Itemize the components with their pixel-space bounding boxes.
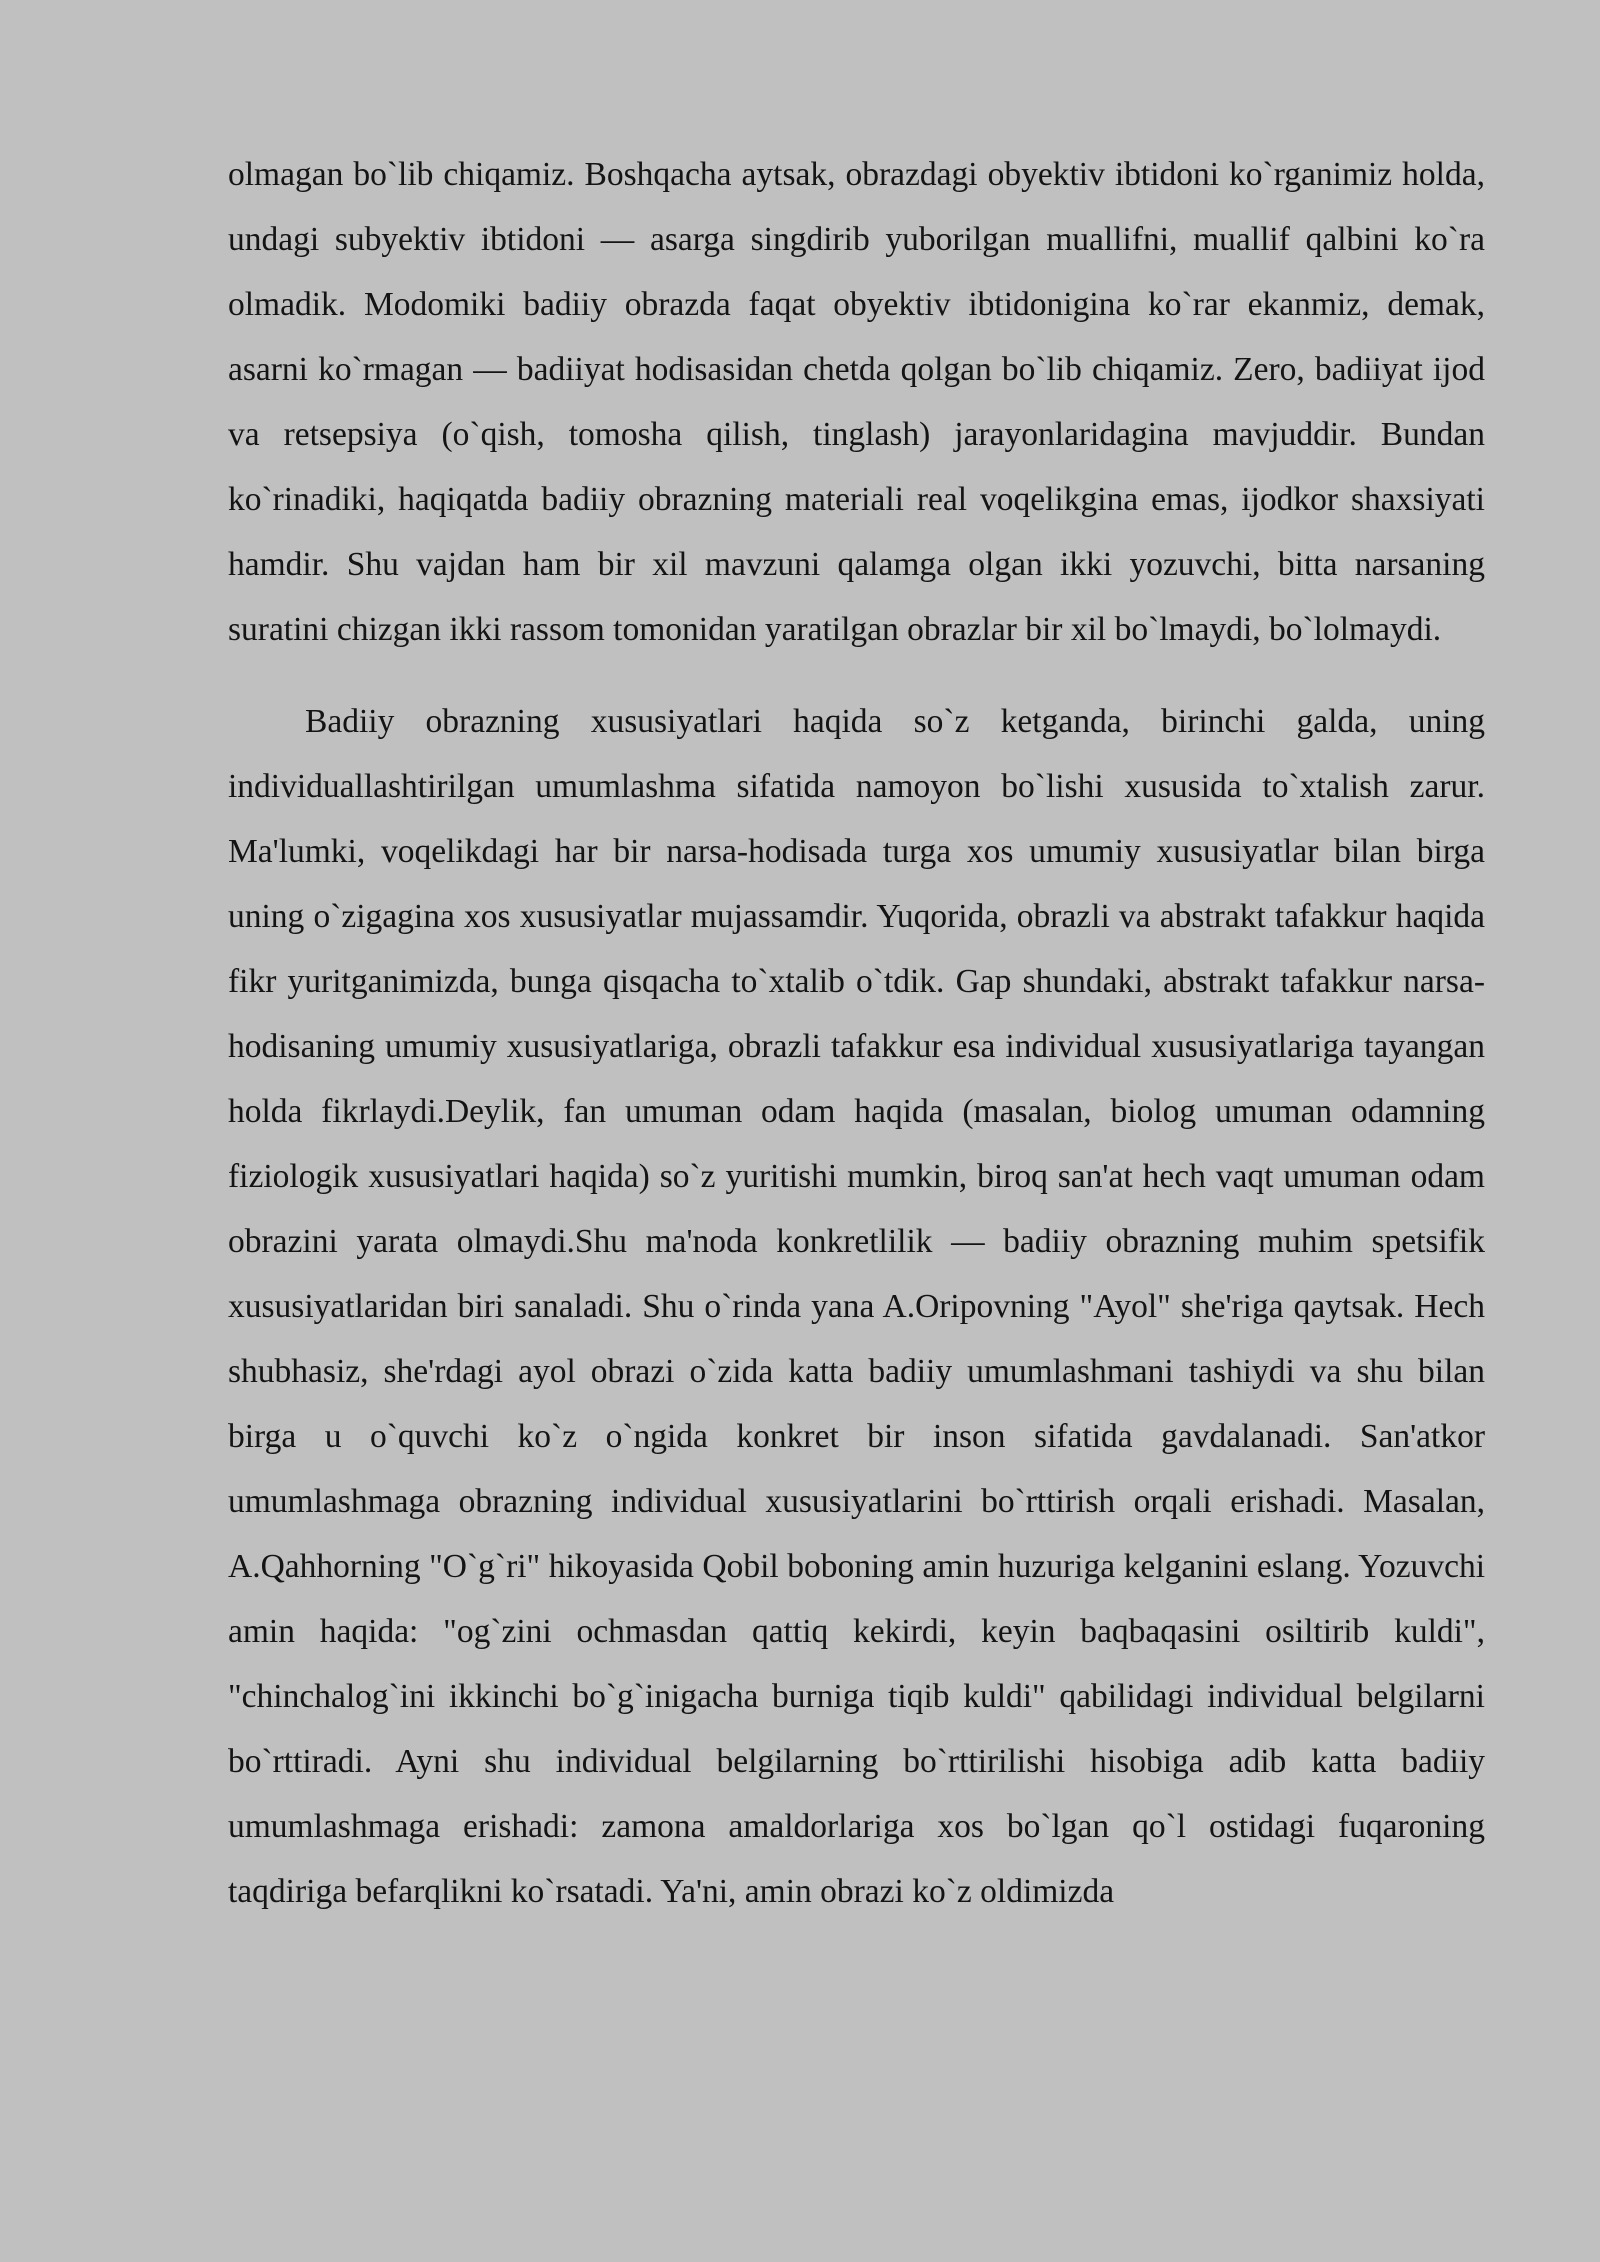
- paragraph: olmagan bo`lib chiqamiz. Boshqacha aytsak, obrazdagi obyektiv ibtidoni ko`rganimiz holda, undagi subyektiv ibtidoni — asarga singdirib yuborilgan muallifni, muallif qalbini ko`ra olmadik. Modomiki badiiy obrazda faqat obyektiv ibtidonigina ko`rar ekanmiz, demak, asarni ko`rmagan — badiiyat hodisasidan chetda qolgan bo`lib chiqamiz. Zero, badiiyat ijod va retsepsiya (o`qish, tomosha qilish, tinglash) jarayonlaridagina mavjuddir. Bundan ko`rinadiki, haqiqatda badiiy obrazning materiali real voqelikgina emas, ijodkor shaxsiyati hamdir. Shu vajdan ham bir xil mavzuni qalamga olgan ikki yozuvchi, bitta narsaning suratini chizgan ikki rassom tomonidan yaratilgan obrazlar bir xil bo`lmaydi, bo`lolmaydi.: [228, 156, 1485, 648]
- paragraph: Badiiy obrazning xususiyatlari haqida so`z ketganda, birinchi galda, uning individuallashtirilgan umumlashma sifatida namoyon bo`lishi xususida to`xtalish zarur. Ma'lumki, voqelikdagi har bir narsa-hodisada turga xos umumiy xususiyatlar bilan birga uning o`zigagina xos xususiyatlar mujassamdir. Yuqorida, obrazli va abstrakt tafakkur haqida fikr yuritganimizda, bunga qisqacha to`xtalib o`tdik. Gap shundaki, abstrakt tafakkur narsa-hodisaning umumiy xususiyatlariga, obrazli tafakkur esa individual xususiyatlariga tayangan holda fikrlaydi.Deylik, fan umuman odam haqida (masalan, biolog umuman odamning fiziologik xususiyatlari haqida) so`z yuritishi mumkin, biroq san'at hech vaqt umuman odam obrazini yarata olmaydi.Shu ma'noda konkretlilik — badiiy obrazning muhim spetsifik xususiyatlaridan biri sanaladi. Shu o`rinda yana A.Oripovning "Ayol" she'riga qaytsak. Hech shubhasiz, she'rdagi ayol obrazi o`zida katta badiiy umumlashmani tashiydi va shu bilan birga u o`quvchi ko`z o`ngida konkret bir inson sifatida gavdalanadi. San'atkor umumlashmaga obrazning individual xususiyatlarini bo`rttirish orqali erishadi. Masalan, A.Qahhorning "O`g`ri" hikoyasida Qobil boboning amin huzuriga kelganini eslang. Yozuvchi amin haqida: "og`zini ochmasdan qattiq kekirdi, keyin baqbaqasini osiltirib kuldi", "chinchalog`ini ikkinchi bo`g`inigacha burniga tiqib kuldi" qabilidagi individual belgilarni bo`rttiradi. Ayni shu individual belgilarning bo`rttirilishi hisobiga adib katta badiiy umumlashmaga erishadi: zamona amaldorlariga xos bo`lgan qo`l ostidagi fuqaroning taqdiriga befarqlikni ko`rsatadi. Ya'ni, amin obrazi ko`z oldimizda: [228, 703, 1485, 1910]
- body-text: [228, 142, 1485, 1924]
